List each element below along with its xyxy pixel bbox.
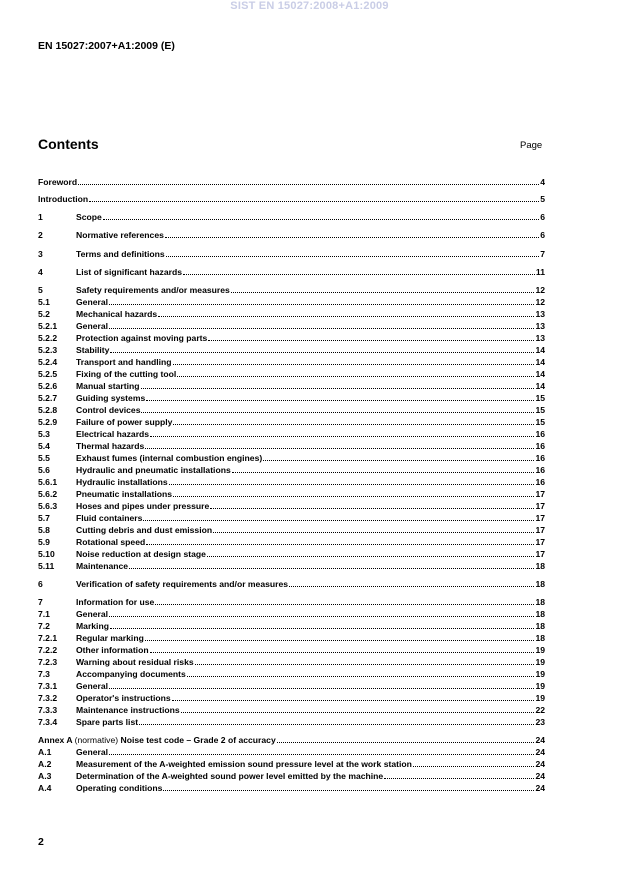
toc-entry-page: 6 [540, 212, 545, 222]
toc-entry-title: Fluid containers [76, 513, 143, 523]
toc-entry-page: 11 [535, 267, 545, 277]
toc-entry-number: 7.3.4 [38, 717, 58, 727]
toc-entry-number: 5 [38, 285, 43, 295]
toc-entry[interactable] [38, 391, 545, 403]
toc-entry-title: Spare parts list [76, 717, 139, 727]
toc-entry-title: Noise reduction at design stage [76, 549, 206, 559]
toc-entry-title: Operating conditions [76, 783, 163, 793]
dot-leader [163, 789, 534, 791]
toc-entry-number: 5.9 [38, 537, 50, 547]
annex-type: (normative) [74, 735, 119, 745]
toc-entry-title: Regular marking [76, 633, 144, 643]
toc-entry[interactable] [38, 403, 545, 415]
toc-entry-number: 7.1 [38, 609, 50, 619]
toc-entry-title: Hoses and pipes under pressure [76, 501, 210, 511]
toc-entry[interactable] [38, 715, 545, 727]
toc-entry-page: 14 [535, 381, 545, 391]
dot-leader [145, 447, 534, 449]
toc-entry-number: 5.2.2 [38, 333, 58, 343]
toc-entry[interactable] [38, 331, 545, 343]
toc-entry-title: Exhaust fumes (internal combustion engines) [76, 453, 263, 463]
dot-leader [155, 603, 534, 605]
toc-entry-page: 14 [535, 357, 545, 367]
toc-entry-title [38, 735, 276, 745]
toc-entry-title: General [76, 297, 109, 307]
toc-entry-number: A.2 [38, 759, 52, 769]
toc-entry[interactable] [38, 643, 545, 655]
toc-entry[interactable] [38, 745, 545, 757]
toc-entry-page: 15 [535, 405, 545, 415]
toc-entry-title: Measurement of the A-weighted emission sound pressure level at the work station [76, 759, 412, 769]
toc-entry-title: Maintenance instructions [76, 705, 180, 715]
toc-entry-title: Determination of the A-weighted sound power level emitted by the machine [76, 771, 384, 781]
toc-entry-page: 17 [535, 489, 545, 499]
toc-entry-page: 7 [540, 249, 545, 259]
toc-entry-page: 6 [540, 230, 545, 240]
annex-label: Annex A [38, 735, 73, 745]
dot-leader [213, 531, 534, 533]
toc-entry-title: Maintenance [76, 561, 129, 571]
toc-entry-number: 7.2 [38, 621, 50, 631]
toc-entry-page: 12 [535, 285, 545, 295]
toc-entry[interactable] [38, 733, 545, 745]
dot-leader [166, 255, 540, 257]
toc-entry-title: Accompanying documents [76, 669, 186, 679]
dot-leader [110, 351, 534, 353]
toc-entry-title: General [76, 609, 109, 619]
toc-entry-number: 2 [38, 230, 43, 240]
toc-entry[interactable] [38, 631, 545, 643]
toc-entry-title: Operator's instructions [76, 693, 171, 703]
toc-entry-title: Terms and definitions [76, 249, 165, 259]
toc-entry-number: A.1 [38, 747, 52, 757]
dot-leader [413, 765, 535, 767]
contents-title: Contents [38, 136, 99, 152]
toc-entry-page: 24 [535, 759, 545, 769]
page-column-label: Page [520, 140, 543, 151]
toc-entry-title: Normative references [76, 230, 164, 240]
toc-entry[interactable] [38, 757, 545, 769]
toc-entry-number: 5.2.7 [38, 393, 58, 403]
toc-entry-page: 19 [535, 693, 545, 703]
toc-entry-number: 5.2.3 [38, 345, 58, 355]
toc-entry-number: 5.1 [38, 297, 50, 307]
toc-entry-title: Warning about residual risks [76, 657, 194, 667]
dot-leader [129, 567, 534, 569]
toc-entry-title: Safety requirements and/or measures [76, 285, 230, 295]
toc-entry[interactable] [38, 547, 545, 559]
toc-entry[interactable] [38, 769, 545, 781]
dot-leader [150, 651, 535, 653]
toc-entry[interactable] [38, 343, 545, 355]
toc-entry-title: Foreword [38, 177, 78, 187]
toc-entry-page: 15 [535, 417, 545, 427]
toc-entry-number: 5.2 [38, 309, 50, 319]
dot-leader [277, 741, 535, 743]
dot-leader [139, 723, 534, 725]
dot-leader [89, 200, 539, 202]
toc-entry[interactable] [38, 283, 545, 295]
dot-leader [110, 627, 534, 629]
toc-entry-page: 16 [535, 453, 545, 463]
toc-entry-page: 16 [535, 465, 545, 475]
toc-entry[interactable] [38, 451, 545, 463]
toc-entry-number: 5.6.3 [38, 501, 58, 511]
toc-entry[interactable] [38, 607, 545, 619]
toc-entry[interactable] [38, 703, 545, 715]
dot-leader [231, 291, 535, 293]
toc-entry-number: 5.7 [38, 513, 50, 523]
toc-entry-page: 18 [535, 597, 545, 607]
toc-entry[interactable] [38, 379, 545, 391]
toc-entry-number: 5.2.4 [38, 357, 58, 367]
toc-entry[interactable] [38, 355, 545, 367]
toc-entry-page: 18 [535, 561, 545, 571]
toc-entry[interactable] [38, 499, 545, 511]
dot-leader [109, 753, 534, 755]
toc-entry[interactable] [38, 265, 545, 277]
standard-id: EN 15027:2007+A1:2009 (E) [38, 40, 175, 52]
toc-entry[interactable] [38, 427, 545, 439]
dot-leader [172, 699, 535, 701]
toc-entry[interactable] [38, 228, 545, 240]
dot-leader [210, 507, 534, 509]
toc-entry-number: 5.8 [38, 525, 50, 535]
toc-entry-number: 1 [38, 212, 43, 222]
toc-entry[interactable] [38, 559, 545, 571]
toc-entry-page: 19 [535, 645, 545, 655]
toc-entry-title: General [76, 321, 109, 331]
toc-entry-number: A.3 [38, 771, 52, 781]
toc-entry[interactable] [38, 439, 545, 451]
toc-entry-page: 17 [535, 525, 545, 535]
toc-entry-page: 22 [535, 705, 545, 715]
toc-entry-number: 5.6.2 [38, 489, 58, 499]
dot-leader [183, 273, 535, 275]
toc-entry-title: General [76, 747, 109, 757]
toc-entry-page: 24 [535, 747, 545, 757]
toc-entry-page: 24 [535, 771, 545, 781]
toc-entry-page: 12 [535, 297, 545, 307]
toc-entry[interactable] [38, 679, 545, 691]
toc-entry-title: Protection against moving parts [76, 333, 208, 343]
toc-entry-number: 5.2.6 [38, 381, 58, 391]
dot-leader [173, 495, 534, 497]
toc-entry-title: Introduction [38, 194, 89, 204]
dot-leader [207, 555, 535, 557]
dot-leader [177, 375, 534, 377]
dot-leader [141, 411, 534, 413]
toc-entry-page: 18 [535, 609, 545, 619]
toc-entry-page: 5 [540, 194, 545, 204]
toc-entry-title: Guiding systems [76, 393, 146, 403]
annex-title: Noise test code – Grade 2 of accuracy [120, 735, 276, 745]
toc-entry-page: 16 [535, 429, 545, 439]
dot-leader [143, 519, 534, 521]
toc-entry-title: General [76, 681, 109, 691]
toc-entry-page: 13 [535, 309, 545, 319]
toc-entry-number: 5.2.9 [38, 417, 58, 427]
dot-leader [263, 459, 534, 461]
toc-entry[interactable] [38, 655, 545, 667]
dot-leader [173, 363, 535, 365]
toc-entry[interactable] [38, 475, 545, 487]
toc-entry[interactable] [38, 175, 545, 187]
toc-entry[interactable] [38, 535, 545, 547]
toc-entry-title: Hydraulic installations [76, 477, 168, 487]
toc-entry-title: Pneumatic installations [76, 489, 172, 499]
toc-entry-number: 5.2.8 [38, 405, 58, 415]
toc-entry-number: 7.2.2 [38, 645, 58, 655]
toc-entry[interactable] [38, 295, 545, 307]
toc-entry-title: Information for use [76, 597, 155, 607]
toc-entry-title: Failure of power supply [76, 417, 173, 427]
toc-entry[interactable] [38, 595, 545, 607]
toc-entry-number: 7 [38, 597, 43, 607]
dot-leader [109, 327, 534, 329]
toc-entry-page: 18 [535, 633, 545, 643]
page-number: 2 [38, 836, 44, 848]
toc-entry-title: Verification of safety requirements and/or measures [76, 579, 289, 589]
toc-entry-title: Thermal hazards [76, 441, 145, 451]
toc-entry-title: Transport and handling [76, 357, 172, 367]
toc-entry-title: Cutting debris and dust emission [76, 525, 213, 535]
dot-leader [109, 615, 534, 617]
toc-entry-page: 16 [535, 441, 545, 451]
toc-entry[interactable] [38, 577, 545, 589]
toc-entry-page: 17 [535, 549, 545, 559]
toc-entry[interactable] [38, 210, 545, 222]
toc-entry-page: 19 [535, 657, 545, 667]
toc-entry-number: 5.10 [38, 549, 55, 559]
dot-leader [146, 399, 534, 401]
toc-entry-page: 14 [535, 345, 545, 355]
toc-entry-number: 5.4 [38, 441, 50, 451]
toc-entry-number: A.4 [38, 783, 52, 793]
toc-entry-page: 13 [535, 333, 545, 343]
toc-entry[interactable] [38, 307, 545, 319]
dot-leader [384, 777, 534, 779]
toc-entry-title: Manual starting [76, 381, 140, 391]
toc-entry[interactable] [38, 523, 545, 535]
toc-entry-number: 5.2.1 [38, 321, 58, 331]
toc-entry[interactable] [38, 319, 545, 331]
toc-entry-page: 19 [535, 681, 545, 691]
toc-entry[interactable] [38, 192, 545, 204]
toc-entry-page: 4 [540, 177, 545, 187]
dot-leader [146, 543, 534, 545]
toc-entry-number: 5.11 [38, 561, 55, 571]
dot-leader [181, 711, 535, 713]
toc-entry-title: Control devices [76, 405, 141, 415]
toc-entry[interactable] [38, 667, 545, 679]
dot-leader [103, 218, 539, 220]
dot-leader [187, 675, 535, 677]
dot-leader [145, 639, 535, 641]
toc-entry-page: 24 [535, 735, 545, 745]
toc-entry[interactable] [38, 691, 545, 703]
toc-entry-page: 17 [535, 513, 545, 523]
dot-leader [158, 315, 534, 317]
toc-entry-page: 23 [535, 717, 545, 727]
dot-leader [109, 687, 534, 689]
toc-entry-title: List of significant hazards [76, 267, 183, 277]
dot-leader [141, 387, 535, 389]
toc-entry-number: 7.3.3 [38, 705, 58, 715]
toc-entry-number: 7.3.2 [38, 693, 58, 703]
toc-entry-number: 7.3 [38, 669, 50, 679]
toc-entry-page: 18 [535, 579, 545, 589]
toc-entry-number: 5.3 [38, 429, 50, 439]
toc-entry-page: 17 [535, 501, 545, 511]
toc-entry-title: Electrical hazards [76, 429, 150, 439]
toc-entry-page: 14 [535, 369, 545, 379]
toc-entry-title: Mechanical hazards [76, 309, 158, 319]
dot-leader [78, 183, 539, 185]
toc-entry[interactable] [38, 487, 545, 499]
toc-entry-page: 16 [535, 477, 545, 487]
toc-entry-number: 5.6.1 [38, 477, 58, 487]
toc-entry[interactable] [38, 463, 545, 475]
toc-entry-number: 7.2.3 [38, 657, 58, 667]
dot-leader [173, 423, 534, 425]
toc-entry-page: 18 [535, 621, 545, 631]
toc-entry-number: 4 [38, 267, 43, 277]
toc-entry-title: Scope [76, 212, 102, 222]
toc-entry-title: Stability [76, 345, 110, 355]
toc-entry-number: 5.6 [38, 465, 50, 475]
toc-entry-title: Other information [76, 645, 149, 655]
toc-entry-title: Hydraulic and pneumatic installations [76, 465, 231, 475]
dot-leader [232, 471, 535, 473]
toc-entry-number: 3 [38, 249, 43, 259]
dot-leader [109, 303, 534, 305]
dot-leader [289, 585, 534, 587]
toc-entry-title: Marking [76, 621, 109, 631]
toc-entry-number: 7.2.1 [38, 633, 58, 643]
dot-leader [195, 663, 535, 665]
toc-entry-page: 19 [535, 669, 545, 679]
toc-entry[interactable] [38, 415, 545, 427]
dot-leader [165, 236, 539, 238]
toc-entry-page: 17 [535, 537, 545, 547]
toc-entry-number: 6 [38, 579, 43, 589]
toc-entry-page: 15 [535, 393, 545, 403]
toc-entry-title: Fixing of the cutting tool [76, 369, 177, 379]
toc-entry-number: 5.2.5 [38, 369, 58, 379]
toc-entry[interactable] [38, 619, 545, 631]
toc-entry-title: Rotational speed [76, 537, 146, 547]
dot-leader [208, 339, 534, 341]
toc-entry-page: 24 [535, 783, 545, 793]
toc-entry[interactable] [38, 247, 545, 259]
toc-entry[interactable] [38, 781, 545, 793]
toc-entry[interactable] [38, 511, 545, 523]
toc-entry[interactable] [38, 367, 545, 379]
dot-leader [150, 435, 534, 437]
toc-entry-page: 13 [535, 321, 545, 331]
watermark: SIST EN 15027:2008+A1:2009 [230, 0, 389, 12]
toc-entry-number: 5.5 [38, 453, 50, 463]
dot-leader [169, 483, 535, 485]
toc-entry-number: 7.3.1 [38, 681, 58, 691]
